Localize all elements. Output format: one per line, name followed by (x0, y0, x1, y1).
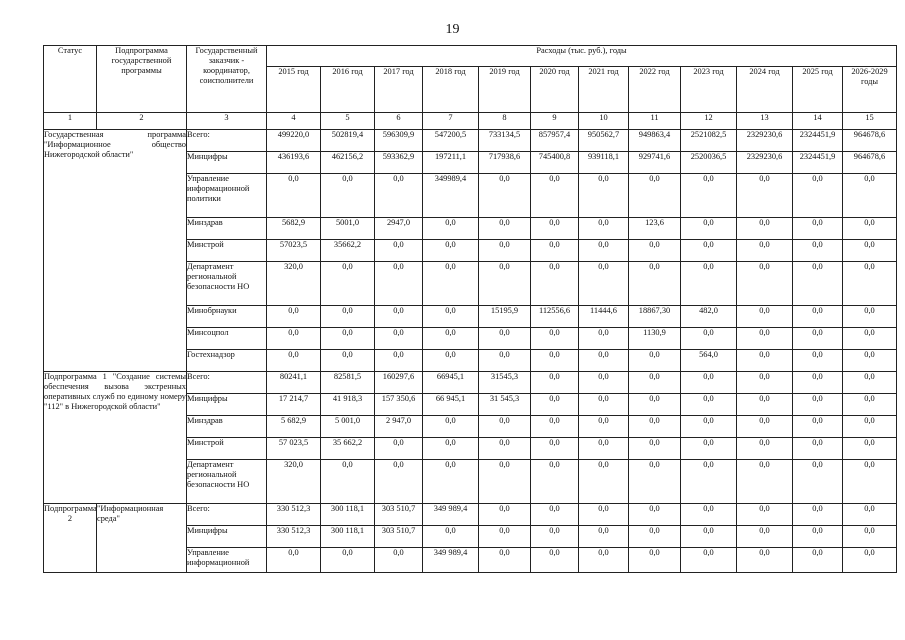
value-cell: 0,0 (629, 416, 681, 438)
column-number: 3 (187, 113, 267, 130)
value-cell: 157 350,6 (375, 394, 423, 416)
executor-cell: Минздрав (187, 218, 267, 240)
year-header: 2024 год (737, 67, 793, 113)
value-cell: 2521082,5 (681, 130, 737, 152)
executor-cell: Управление информационной (187, 548, 267, 573)
value-cell: 2 947,0 (375, 416, 423, 438)
value-cell: 15195,9 (479, 306, 531, 328)
value-cell: 0,0 (681, 218, 737, 240)
value-cell: 0,0 (737, 262, 793, 306)
value-cell: 5 682,9 (267, 416, 321, 438)
value-cell: 0,0 (681, 328, 737, 350)
program-name: Государственная программа "Информационное общество Нижегородской области" (44, 130, 187, 372)
value-cell: 0,0 (793, 504, 843, 526)
value-cell: 0,0 (579, 460, 629, 504)
value-cell: 17 214,7 (267, 394, 321, 416)
value-cell: 939118,1 (579, 152, 629, 174)
value-cell: 929741,6 (629, 152, 681, 174)
value-cell: 2947,0 (375, 218, 423, 240)
value-cell: 0,0 (423, 350, 479, 372)
value-cell: 0,0 (843, 240, 897, 262)
value-cell: 57023,5 (267, 240, 321, 262)
value-cell: 320,0 (267, 460, 321, 504)
value-cell: 0,0 (629, 460, 681, 504)
value-cell: 0,0 (579, 394, 629, 416)
value-cell: 0,0 (531, 460, 579, 504)
value-cell: 0,0 (843, 372, 897, 394)
value-cell: 0,0 (267, 350, 321, 372)
value-cell: 964678,6 (843, 130, 897, 152)
executor-cell: Управление информационной политики (187, 174, 267, 218)
value-cell: 0,0 (843, 416, 897, 438)
value-cell: 0,0 (629, 174, 681, 218)
value-cell: 949863,4 (629, 130, 681, 152)
value-cell: 0,0 (681, 438, 737, 460)
value-cell: 31 545,3 (479, 394, 531, 416)
column-number: 11 (629, 113, 681, 130)
value-cell: 0,0 (629, 526, 681, 548)
value-cell: 0,0 (681, 240, 737, 262)
header-row (44, 46, 897, 67)
table-body (44, 130, 897, 573)
value-cell: 160297,6 (375, 372, 423, 394)
executor-cell: Минздрав (187, 416, 267, 438)
program-name: Подпрограмма 1 "Создание системы обеспечения вызова экстренных оперативных служб по единому номеру "112" в Нижегородской области" (44, 372, 187, 504)
value-cell: 0,0 (793, 306, 843, 328)
value-cell: 0,0 (737, 306, 793, 328)
value-cell: 0,0 (531, 218, 579, 240)
value-cell: 593362,9 (375, 152, 423, 174)
value-cell: 66945,1 (423, 372, 479, 394)
year-header: 2021 год (579, 67, 629, 113)
value-cell: 0,0 (267, 306, 321, 328)
value-cell: 0,0 (479, 548, 531, 573)
value-cell: 0,0 (321, 548, 375, 573)
value-cell: 2520036,5 (681, 152, 737, 174)
value-cell: 35 662,2 (321, 438, 375, 460)
value-cell: 745400,8 (531, 152, 579, 174)
executor-cell: Департамент региональной безопасности НО (187, 262, 267, 306)
value-cell: 0,0 (375, 240, 423, 262)
value-cell: 0,0 (579, 372, 629, 394)
value-cell: 0,0 (737, 174, 793, 218)
value-cell: 0,0 (579, 218, 629, 240)
value-cell: 0,0 (531, 438, 579, 460)
value-cell: 0,0 (479, 460, 531, 504)
value-cell: 0,0 (267, 174, 321, 218)
executor-cell: Минцифры (187, 526, 267, 548)
value-cell: 0,0 (843, 262, 897, 306)
column-number: 12 (681, 113, 737, 130)
executor-cell: Всего: (187, 130, 267, 152)
value-cell: 66 945,1 (423, 394, 479, 416)
column-number: 8 (479, 113, 531, 130)
value-cell: 0,0 (423, 306, 479, 328)
column-number: 13 (737, 113, 793, 130)
value-cell: 0,0 (629, 262, 681, 306)
year-header: 2018 год (423, 67, 479, 113)
status-cell: Подпрограмма 2 (44, 504, 97, 573)
value-cell: 0,0 (579, 438, 629, 460)
column-number: 4 (267, 113, 321, 130)
value-cell: 0,0 (531, 394, 579, 416)
value-cell: 0,0 (793, 262, 843, 306)
value-cell: 733134,5 (479, 130, 531, 152)
value-cell: 0,0 (681, 548, 737, 573)
value-cell: 0,0 (793, 526, 843, 548)
value-cell: 0,0 (531, 174, 579, 218)
value-cell: 0,0 (479, 240, 531, 262)
value-cell: 0,0 (321, 460, 375, 504)
executor-cell: Минстрой (187, 240, 267, 262)
value-cell: 0,0 (793, 460, 843, 504)
value-cell: 0,0 (321, 350, 375, 372)
value-cell: 0,0 (321, 328, 375, 350)
value-cell: 0,0 (737, 460, 793, 504)
value-cell: 0,0 (423, 240, 479, 262)
value-cell: 41 918,3 (321, 394, 375, 416)
value-cell: 0,0 (843, 174, 897, 218)
column-number: 5 (321, 113, 375, 130)
executor-cell: Минсоцпол (187, 328, 267, 350)
year-header: 2017 год (375, 67, 423, 113)
value-cell: 0,0 (375, 460, 423, 504)
year-header: 2025 год (793, 67, 843, 113)
value-cell: 0,0 (681, 504, 737, 526)
value-cell: 0,0 (843, 504, 897, 526)
value-cell: 0,0 (793, 328, 843, 350)
value-cell: 0,0 (793, 372, 843, 394)
value-cell: 0,0 (375, 174, 423, 218)
value-cell: 1130,9 (629, 328, 681, 350)
value-cell: 0,0 (681, 460, 737, 504)
column-number: 6 (375, 113, 423, 130)
value-cell: 0,0 (479, 350, 531, 372)
executor-cell: Минцифры (187, 394, 267, 416)
table-row (44, 372, 897, 394)
value-cell: 2329230,6 (737, 130, 793, 152)
value-cell: 0,0 (737, 350, 793, 372)
table-row (44, 130, 897, 152)
value-cell: 0,0 (793, 416, 843, 438)
value-cell: 2329230,6 (737, 152, 793, 174)
value-cell: 0,0 (375, 350, 423, 372)
value-cell: 0,0 (479, 262, 531, 306)
value-cell: 0,0 (843, 438, 897, 460)
subprogram-cell: "Информационная среда" (97, 504, 187, 573)
value-cell: 0,0 (681, 416, 737, 438)
value-cell: 0,0 (793, 438, 843, 460)
executor-cell: Всего: (187, 372, 267, 394)
value-cell: 2324451,9 (793, 130, 843, 152)
value-cell: 0,0 (793, 218, 843, 240)
value-cell: 0,0 (579, 262, 629, 306)
value-cell: 112556,6 (531, 306, 579, 328)
value-cell: 0,0 (579, 240, 629, 262)
column-number: 7 (423, 113, 479, 130)
value-cell: 564,0 (681, 350, 737, 372)
subprogram-header: Подпрограмма государственной программы (97, 46, 187, 113)
value-cell: 0,0 (737, 526, 793, 548)
value-cell: 0,0 (793, 350, 843, 372)
value-cell: 0,0 (375, 438, 423, 460)
value-cell: 0,0 (843, 526, 897, 548)
year-header: 2019 год (479, 67, 531, 113)
executor-cell: Минобрнауки (187, 306, 267, 328)
status-header: Статус (44, 46, 97, 113)
value-cell: 0,0 (843, 394, 897, 416)
value-cell: 80241,1 (267, 372, 321, 394)
column-numbers-row (44, 113, 897, 130)
year-header: 2022 год (629, 67, 681, 113)
value-cell: 0,0 (629, 438, 681, 460)
value-cell: 0,0 (531, 372, 579, 394)
value-cell: 950562,7 (579, 130, 629, 152)
value-cell: 0,0 (479, 174, 531, 218)
value-cell: 0,0 (629, 394, 681, 416)
value-cell: 0,0 (579, 174, 629, 218)
value-cell: 436193,6 (267, 152, 321, 174)
value-cell: 0,0 (375, 262, 423, 306)
value-cell: 31545,3 (479, 372, 531, 394)
value-cell: 0,0 (737, 504, 793, 526)
value-cell: 0,0 (579, 416, 629, 438)
value-cell: 717938,6 (479, 152, 531, 174)
year-header: 2015 год (267, 67, 321, 113)
expenses-header: Расходы (тыс. руб.), годы (267, 46, 897, 67)
value-cell: 0,0 (629, 350, 681, 372)
value-cell: 35662,2 (321, 240, 375, 262)
year-header: 2026-2029 годы (843, 67, 897, 113)
value-cell: 0,0 (737, 328, 793, 350)
value-cell: 857957,4 (531, 130, 579, 152)
value-cell: 0,0 (629, 372, 681, 394)
value-cell: 197211,1 (423, 152, 479, 174)
value-cell: 0,0 (681, 394, 737, 416)
value-cell: 0,0 (737, 548, 793, 573)
value-cell: 0,0 (629, 504, 681, 526)
value-cell: 18867,30 (629, 306, 681, 328)
value-cell: 502819,4 (321, 130, 375, 152)
value-cell: 330 512,3 (267, 526, 321, 548)
value-cell: 547200,5 (423, 130, 479, 152)
value-cell: 0,0 (267, 548, 321, 573)
value-cell: 0,0 (843, 350, 897, 372)
executor-cell: Гостехнадзор (187, 350, 267, 372)
column-number: 1 (44, 113, 97, 130)
value-cell: 0,0 (843, 460, 897, 504)
year-header: 2016 год (321, 67, 375, 113)
value-cell: 320,0 (267, 262, 321, 306)
value-cell: 0,0 (531, 240, 579, 262)
value-cell: 0,0 (579, 548, 629, 573)
value-cell: 0,0 (579, 328, 629, 350)
value-cell: 303 510,7 (375, 526, 423, 548)
value-cell: 0,0 (681, 526, 737, 548)
value-cell: 5682,9 (267, 218, 321, 240)
value-cell: 0,0 (531, 350, 579, 372)
executor-cell: Всего: (187, 504, 267, 526)
column-number: 9 (531, 113, 579, 130)
value-cell: 0,0 (531, 548, 579, 573)
value-cell: 0,0 (375, 306, 423, 328)
value-cell: 0,0 (321, 262, 375, 306)
value-cell: 57 023,5 (267, 438, 321, 460)
value-cell: 330 512,3 (267, 504, 321, 526)
year-header: 2023 год (681, 67, 737, 113)
page-number: 19 (445, 22, 460, 37)
value-cell: 0,0 (629, 548, 681, 573)
value-cell: 964678,6 (843, 152, 897, 174)
value-cell: 0,0 (629, 240, 681, 262)
column-number: 2 (97, 113, 187, 130)
value-cell: 0,0 (681, 372, 737, 394)
value-cell: 0,0 (579, 350, 629, 372)
value-cell: 0,0 (423, 218, 479, 240)
value-cell: 0,0 (423, 416, 479, 438)
value-cell: 0,0 (793, 548, 843, 573)
customer-header: Государственный заказчик - координатор, соисполнители (187, 46, 267, 113)
budget-table (43, 45, 897, 573)
value-cell: 303 510,7 (375, 504, 423, 526)
value-cell: 0,0 (737, 240, 793, 262)
value-cell: 2324451,9 (793, 152, 843, 174)
value-cell: 0,0 (737, 218, 793, 240)
column-number: 15 (843, 113, 897, 130)
executor-cell: Департамент региональной безопасности НО (187, 460, 267, 504)
value-cell: 0,0 (479, 416, 531, 438)
value-cell: 349 989,4 (423, 504, 479, 526)
value-cell: 0,0 (375, 548, 423, 573)
value-cell: 5001,0 (321, 218, 375, 240)
table-row (44, 504, 897, 526)
value-cell: 0,0 (681, 174, 737, 218)
value-cell: 0,0 (423, 526, 479, 548)
column-number: 14 (793, 113, 843, 130)
value-cell: 596309,9 (375, 130, 423, 152)
value-cell: 0,0 (531, 328, 579, 350)
value-cell: 0,0 (531, 526, 579, 548)
value-cell: 300 118,1 (321, 526, 375, 548)
value-cell: 5 001,0 (321, 416, 375, 438)
value-cell: 0,0 (479, 218, 531, 240)
value-cell: 0,0 (479, 328, 531, 350)
value-cell: 123,6 (629, 218, 681, 240)
value-cell: 82581,5 (321, 372, 375, 394)
value-cell: 0,0 (531, 504, 579, 526)
value-cell: 0,0 (737, 394, 793, 416)
value-cell: 0,0 (479, 504, 531, 526)
column-number: 10 (579, 113, 629, 130)
value-cell: 0,0 (531, 416, 579, 438)
value-cell: 0,0 (737, 438, 793, 460)
value-cell: 0,0 (737, 372, 793, 394)
value-cell: 0,0 (423, 328, 479, 350)
value-cell: 0,0 (681, 262, 737, 306)
executor-cell: Минстрой (187, 438, 267, 460)
value-cell: 11444,6 (579, 306, 629, 328)
value-cell: 462156,2 (321, 152, 375, 174)
year-header: 2020 год (531, 67, 579, 113)
value-cell: 0,0 (479, 438, 531, 460)
value-cell: 0,0 (479, 526, 531, 548)
value-cell: 349989,4 (423, 174, 479, 218)
value-cell: 0,0 (579, 504, 629, 526)
value-cell: 0,0 (843, 218, 897, 240)
value-cell: 0,0 (579, 526, 629, 548)
value-cell: 300 118,1 (321, 504, 375, 526)
value-cell: 0,0 (375, 328, 423, 350)
value-cell: 0,0 (843, 306, 897, 328)
value-cell: 0,0 (531, 262, 579, 306)
value-cell: 0,0 (793, 174, 843, 218)
executor-cell: Минцифры (187, 152, 267, 174)
value-cell: 0,0 (423, 460, 479, 504)
value-cell: 0,0 (843, 328, 897, 350)
value-cell: 0,0 (423, 262, 479, 306)
value-cell: 499220,0 (267, 130, 321, 152)
value-cell: 349 989,4 (423, 548, 479, 573)
value-cell: 0,0 (843, 548, 897, 573)
value-cell: 0,0 (321, 174, 375, 218)
value-cell: 0,0 (423, 438, 479, 460)
value-cell: 0,0 (267, 328, 321, 350)
value-cell: 482,0 (681, 306, 737, 328)
value-cell: 0,0 (737, 416, 793, 438)
value-cell: 0,0 (321, 306, 375, 328)
value-cell: 0,0 (793, 394, 843, 416)
value-cell: 0,0 (793, 240, 843, 262)
